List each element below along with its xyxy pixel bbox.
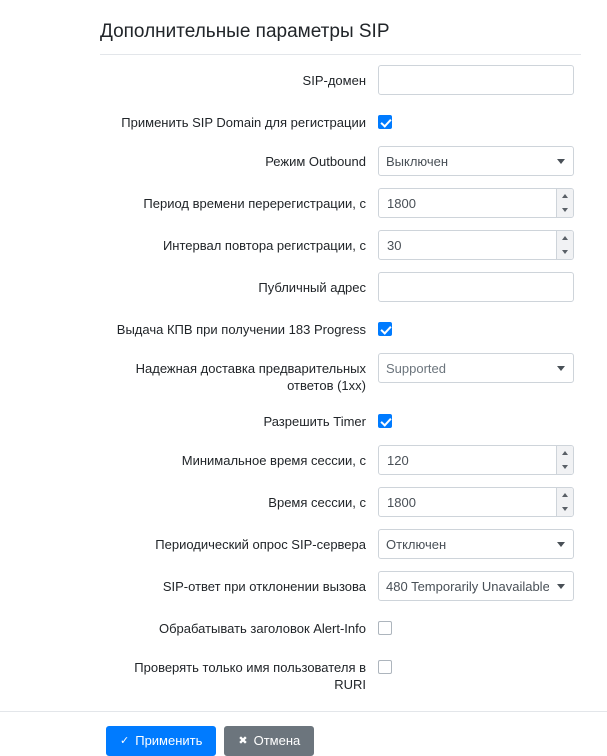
session-time-stepper bbox=[378, 487, 574, 517]
label-sip-response-on-call-reject: SIP-ответ при отклонении вызова bbox=[162, 579, 366, 594]
registration-retry-interval-input[interactable] bbox=[378, 230, 574, 260]
field-row-sip-server-polling bbox=[100, 529, 581, 559]
field-row-apply-sip-domain-for-registration bbox=[100, 107, 581, 134]
label-registration-retry-interval: Интервал повтора регистрации, с bbox=[162, 238, 366, 253]
label-reregistration-period: Период времени перерегистрации, с bbox=[143, 196, 366, 211]
label-ringback-on-183-progress: Выдача КПВ при получении 183 Progress bbox=[116, 322, 366, 337]
field-row-enable-timer bbox=[100, 406, 581, 433]
check-icon: ✓ bbox=[120, 734, 130, 747]
label-sip-server-polling: Периодический опрос SIP-сервера bbox=[155, 537, 366, 552]
spinner-down-icon[interactable] bbox=[557, 203, 573, 217]
field-row-sip-domain bbox=[100, 65, 581, 95]
field-row-ringback-on-183-progress bbox=[100, 314, 581, 341]
session-time-spinner[interactable] bbox=[556, 488, 573, 516]
outbound-mode-select[interactable] bbox=[378, 146, 574, 176]
control-sip-response-on-call-reject bbox=[378, 571, 581, 601]
control-sip-server-polling bbox=[378, 529, 581, 559]
outbound-mode-select-wrap bbox=[378, 146, 574, 176]
field-row-public-address bbox=[100, 272, 581, 302]
control-check-only-username-in-ruri bbox=[378, 652, 581, 679]
minimum-session-time-input[interactable] bbox=[378, 445, 574, 475]
minimum-session-time-spinner[interactable] bbox=[556, 446, 573, 474]
control-reliable-provisional-responses bbox=[378, 353, 581, 383]
control-reregistration-period bbox=[378, 188, 581, 218]
reliable-provisional-responses-select-wrap bbox=[378, 353, 574, 383]
registration-retry-interval-stepper bbox=[378, 230, 574, 260]
label-sip-domain: SIP-домен bbox=[302, 73, 366, 88]
sip-server-polling-select-wrap bbox=[378, 529, 574, 559]
label-public-address: Публичный адрес bbox=[258, 280, 366, 295]
control-ringback-on-183-progress bbox=[378, 314, 581, 341]
spinner-down-icon[interactable] bbox=[557, 502, 573, 516]
reliable-provisional-responses-select[interactable] bbox=[378, 353, 574, 383]
label-outbound-mode: Режим Outbound bbox=[265, 154, 366, 169]
sip-response-on-call-reject-select[interactable] bbox=[378, 571, 574, 601]
control-registration-retry-interval bbox=[378, 230, 581, 260]
field-row-sip-response-on-call-reject bbox=[100, 571, 581, 601]
field-row-minimum-session-time bbox=[100, 445, 581, 475]
label-minimum-session-time: Минимальное время сессии, с bbox=[181, 453, 366, 468]
sip-domain-input[interactable] bbox=[378, 65, 574, 95]
label-session-time: Время сессии, с bbox=[268, 495, 366, 510]
form-footer bbox=[0, 711, 607, 756]
reregistration-period-spinner[interactable] bbox=[556, 189, 573, 217]
cancel-button-label: Отмена bbox=[253, 733, 301, 748]
control-process-alert-info-header bbox=[378, 613, 581, 640]
spinner-down-icon[interactable] bbox=[557, 245, 573, 259]
reregistration-period-input[interactable] bbox=[378, 188, 574, 218]
minimum-session-time-stepper bbox=[378, 445, 574, 475]
public-address-input[interactable] bbox=[378, 272, 574, 302]
label-process-alert-info-header: Обрабатывать заголовок Alert-Info bbox=[158, 621, 366, 636]
field-row-reliable-provisional-responses bbox=[100, 353, 581, 394]
process-alert-info-header-checkbox[interactable] bbox=[378, 621, 392, 635]
field-row-session-time bbox=[100, 487, 581, 517]
spinner-up-icon[interactable] bbox=[557, 189, 573, 203]
control-public-address bbox=[378, 272, 581, 302]
label-apply-sip-domain-for-registration: Применить SIP Domain для регистрации bbox=[121, 115, 366, 130]
field-row-reregistration-period bbox=[100, 188, 581, 218]
spinner-down-icon[interactable] bbox=[557, 460, 573, 474]
spinner-up-icon[interactable] bbox=[557, 231, 573, 245]
control-session-time bbox=[378, 487, 581, 517]
registration-retry-interval-spinner[interactable] bbox=[556, 231, 573, 259]
control-apply-sip-domain-for-registration bbox=[378, 107, 581, 134]
enable-timer-checkbox[interactable] bbox=[378, 414, 392, 428]
control-outbound-mode bbox=[378, 146, 581, 176]
reregistration-period-stepper bbox=[378, 188, 574, 218]
control-sip-domain bbox=[378, 65, 581, 95]
page-title: Дополнительные параметры SIP bbox=[100, 20, 581, 55]
field-row-process-alert-info-header bbox=[100, 613, 581, 640]
apply-button[interactable] bbox=[106, 726, 216, 756]
sip-response-on-call-reject-select-wrap bbox=[378, 571, 574, 601]
sip-server-polling-select[interactable] bbox=[378, 529, 574, 559]
label-check-only-username-in-ruri: Проверять только имя пользователя в RURI bbox=[134, 660, 366, 692]
apply-button-label: Применить bbox=[135, 733, 203, 748]
control-minimum-session-time bbox=[378, 445, 581, 475]
cancel-button[interactable] bbox=[224, 726, 314, 756]
field-row-check-only-username-in-ruri bbox=[100, 652, 581, 693]
label-reliable-provisional-responses: Надежная доставка предварительных ответов (1xx) bbox=[135, 361, 366, 393]
field-row-outbound-mode bbox=[100, 146, 581, 176]
ringback-on-183-progress-checkbox[interactable] bbox=[378, 322, 392, 336]
control-enable-timer bbox=[378, 406, 581, 433]
cross-icon: ✖ bbox=[238, 734, 248, 747]
check-only-username-in-ruri-checkbox[interactable] bbox=[378, 660, 392, 674]
label-enable-timer: Разрешить Timer bbox=[263, 414, 366, 429]
session-time-input[interactable] bbox=[378, 487, 574, 517]
apply-sip-domain-for-registration-checkbox[interactable] bbox=[378, 115, 392, 129]
spinner-up-icon[interactable] bbox=[557, 488, 573, 502]
spinner-up-icon[interactable] bbox=[557, 446, 573, 460]
field-row-registration-retry-interval bbox=[100, 230, 581, 260]
